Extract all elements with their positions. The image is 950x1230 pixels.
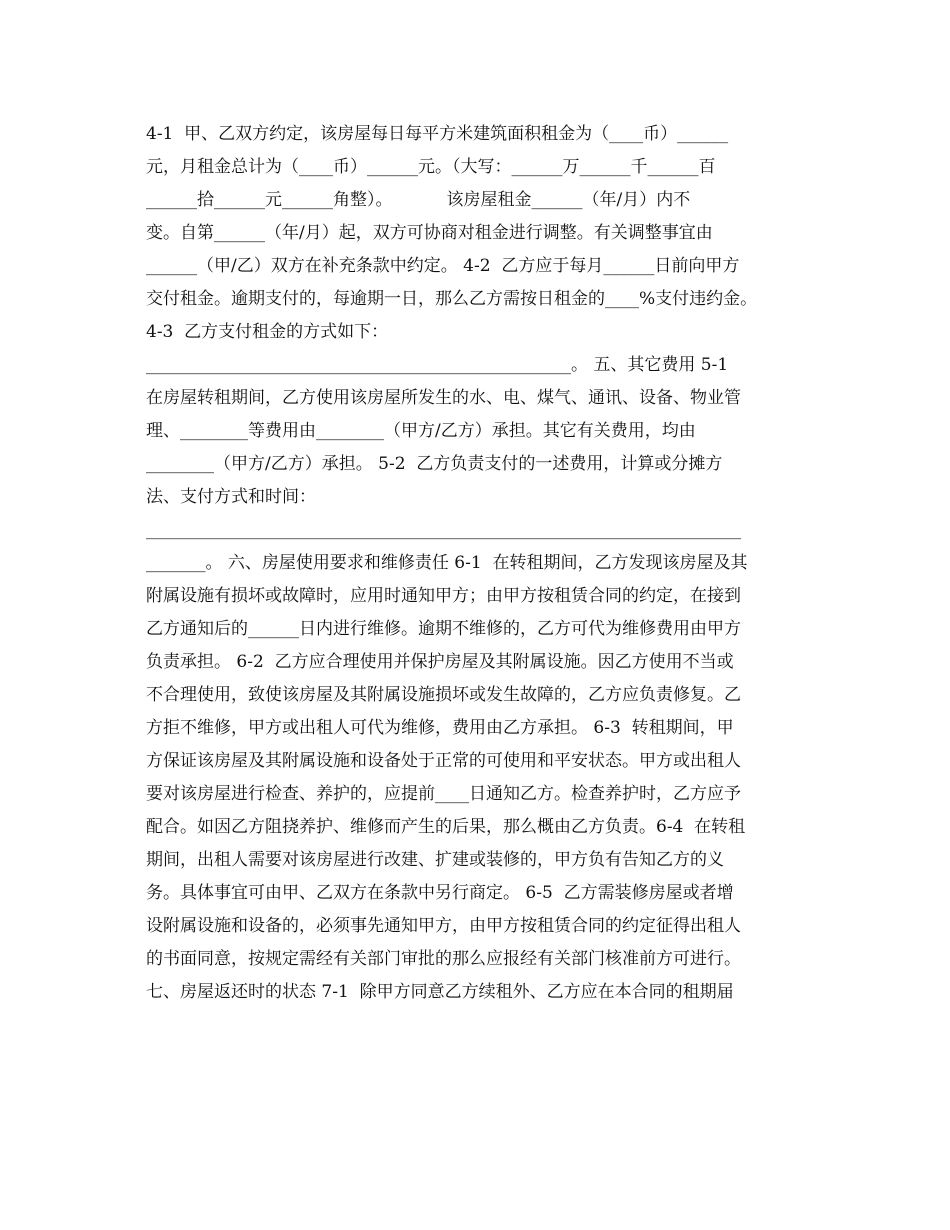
text-line: 设附属设施和设备的，必须事先通知甲方，由甲方按租赁合同的约定征得出租人 [146, 916, 741, 936]
text-line: 期间，出租人需要对该房屋进行改建、扩建或装修的，甲方负有告知乙方的义 [146, 850, 724, 870]
text-line: 方保证该房屋及其附属设施和设备处于正常的可使用和平安状态。甲方或出租人 [146, 751, 741, 771]
text-line: 不合理使用，致使该房屋及其附属设施损坏或发生故障的，乙方应负责修复。乙 [146, 685, 741, 705]
text-line: 理、________等费用由________（甲方/乙方）承担。其它有关费用，均由 [146, 421, 696, 441]
text-line: 乙方通知后的______日内进行维修。逾期不维修的，乙方可代为维修费用由甲方 [146, 619, 741, 639]
text-line: 务。具体事宜可由甲、乙双方在条款中另行商定。 6-5 乙方需装修房屋或者增 [146, 883, 734, 903]
text-line: 的书面同意，按规定需经有关部门审批的那么应报经有关部门核准前方可进行。 [146, 949, 741, 969]
text-line: 七、房屋返还时的状态 7-1 除甲方同意乙方续租外、乙方应在本合同的租期届 [146, 982, 734, 1002]
text-line: __________________________________________________。 五、其它费用 5-1 [146, 355, 729, 375]
text-line: 变。自第______（年/月）起，双方可协商对租金进行调整。有关调整事宜由 [146, 223, 713, 243]
text-line: ______（甲/乙）双方在补充条款中约定。 4-2 乙方应于每月______日前向甲方 [146, 256, 740, 276]
text-line: ______________________________________________________________________ [146, 520, 741, 540]
text-line: 负责承担。 6-2 乙方应合理使用并保护房屋及其附属设施。因乙方使用不当或 [146, 652, 734, 672]
text-line: 附属设施有损坏或故障时，应用时通知甲方；由甲方按租赁合同的约定，在接到 [146, 586, 741, 606]
text-line: 在房屋转租期间，乙方使用该房屋所发生的水、电、煤气、通讯、设备、物业管 [146, 388, 741, 408]
text-line: ______拾______元______角整）。 该房屋租金______（年/月）内不 [146, 190, 691, 210]
text-line: _______。 六、房屋使用要求和维修责任 6-1 在转租期间，乙方发现该房屋及其 [146, 553, 748, 573]
text-line: 法、支付方式和时间： [146, 487, 316, 507]
text-line: 交付租金。逾期支付的，每逾期一日，那么乙方需按日租金的____%支付违约金。 [146, 289, 758, 309]
text-line: ________（甲方/乙方）承担。 5-2 乙方负责支付的一述费用，计算或分摊方 [146, 454, 723, 474]
text-line: 要对该房屋进行检查、养护的，应提前____日通知乙方。检查养护时，乙方应予 [146, 784, 741, 804]
text-line: 4-1 甲、乙双方约定，该房屋每日每平方米建筑面积租金为（____币）______ [146, 124, 729, 144]
text-line: 配合。如因乙方阻挠养护、维修而产生的后果，那么概由乙方负责。6-4 在转租 [146, 817, 746, 837]
text-line: 元，月租金总计为（____币）______元。（大写：______万______千______百 [146, 157, 716, 177]
text-line: 4-3 乙方支付租金的方式如下： [146, 322, 389, 342]
text-line: 方拒不维修，甲方或出租人可代为维修，费用由乙方承担。 6-3 转租期间，甲 [146, 718, 734, 738]
